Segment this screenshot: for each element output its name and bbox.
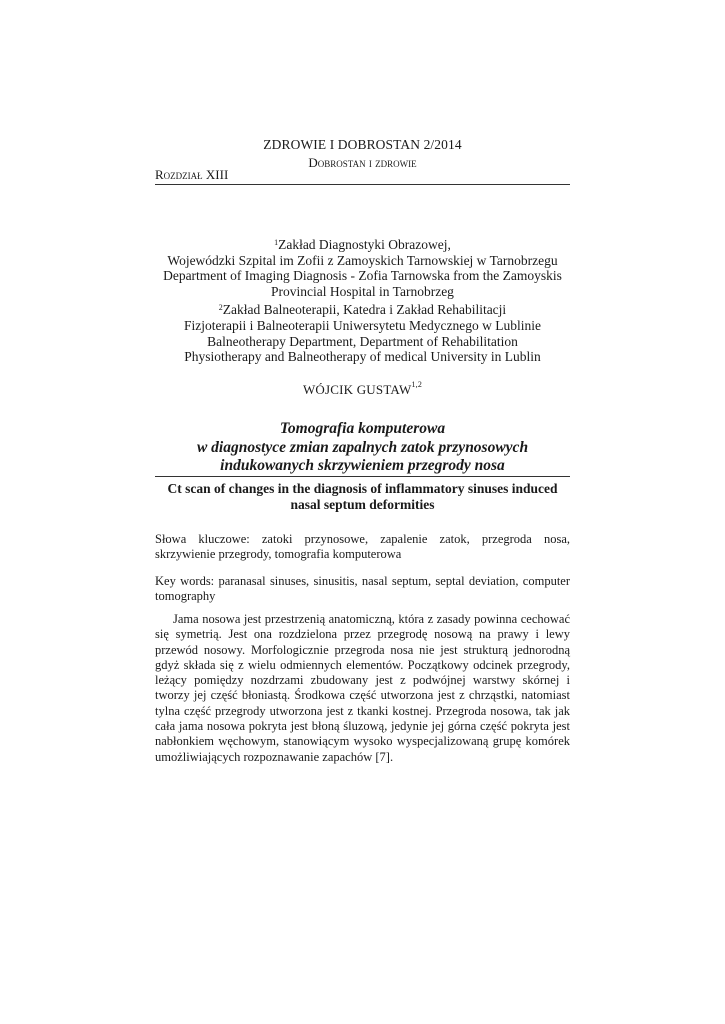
affiliation-1-marker: 1 <box>274 238 279 247</box>
header-divider <box>155 184 570 185</box>
chapter-label: Rozdział XIII <box>155 167 229 182</box>
journal-section: Dobrostan i zdrowie <box>308 155 417 170</box>
title-polish-line-2: w diagnostyce zmian zapalnych zatok przynosowych <box>196 438 529 456</box>
title-english-line-2: nasal septum deformities <box>290 497 435 512</box>
affiliation-2-marker: 2 <box>218 303 223 313</box>
affiliation-1-line-1: $^1$Zakład Diagnostyki Obrazowej, <box>274 237 451 252</box>
title-polish <box>140 420 585 476</box>
author-affiliation-marker: 1,2 <box>411 380 423 389</box>
body-paragraph: Jama nosowa jest przestrzenią anatomiczną, która z zasady powinna cechować się symetrią. Jest ona rozdzielona przez przegrodę nosową na prawy i lewy przewód nosowy. Morfologicznie przegroda nosa nie jest strukturą jednorodną gdyż składa się z wielu odmiennych elementów. Początkowy odcinek przegrody, leżący pomiędzy nozdrzami zbudowany jest z podwójnej warstwy skórnej i tworzy jej część błoniastą. Środkowa część utworzona jest z chrząstki, natomiast tylna część przegrody utworzona jest z tkanki kostnej. Przegroda nosowa, tak jak cała jama nosowa pokryta jest błoną śluzową, jedynie jej górna część pokryta jest nabłonkiem węchowym, stanowiącym wysoko wyspecjalizowaną grupę komórek umożliwiających rozpoznawanie zapachów [7]. <box>155 612 570 764</box>
affiliation-2-line-3: Balneotherapy Department, Department of Rehabilitation <box>207 333 518 349</box>
affiliations <box>140 237 585 365</box>
affiliation-1-line-2: Wojewódzki Szpital im Zofii z Zamoyskich Tarnowskiej w Tarnobrzegu <box>167 252 558 268</box>
title-divider <box>155 476 570 477</box>
affiliation-2-line-2: Fizjoterapii i Balneoterapii Uniwersytetu Medycznego w Lublinie <box>184 317 541 333</box>
affiliation-1-line-3: Department of Imaging Diagnosis - Zofia Tarnowska from the Zamoyskis <box>163 268 562 284</box>
keywords-english: Key words: paranasal sinuses, sinusitis, nasal septum, septal deviation, computer tomography <box>155 574 570 604</box>
affiliation-1-line-4: Provincial Hospital in Tarnobrzeg <box>271 283 454 299</box>
affiliation-2-line-4: Physiotherapy and Balneotherapy of medical University in Lublin <box>184 349 541 365</box>
journal-title: ZDROWIE I DOBROSTAN 2/2014 <box>263 137 462 152</box>
keywords-polish: Słowa kluczowe: zatoki przynosowe, zapalenie zatok, przegroda nosa, skrzywienie przegrody, tomografia komputerowa <box>155 532 570 562</box>
title-english-line-1: Ct scan of changes in the diagnosis of inflammatory sinuses induced <box>167 481 558 496</box>
affiliation-2-line-1: $^2$Zakład Balneoterapii, Katedra i Zakład Rehabilitacji <box>218 302 507 318</box>
author-name: WÓJCIK GUSTAW$^{1,2}$ <box>302 380 423 397</box>
title-polish-line-3: indukowanych skrzywieniem przegrody nosa <box>220 457 505 474</box>
title-polish-line-1: Tomografia komputerowa <box>279 420 446 437</box>
title-english <box>155 481 570 513</box>
